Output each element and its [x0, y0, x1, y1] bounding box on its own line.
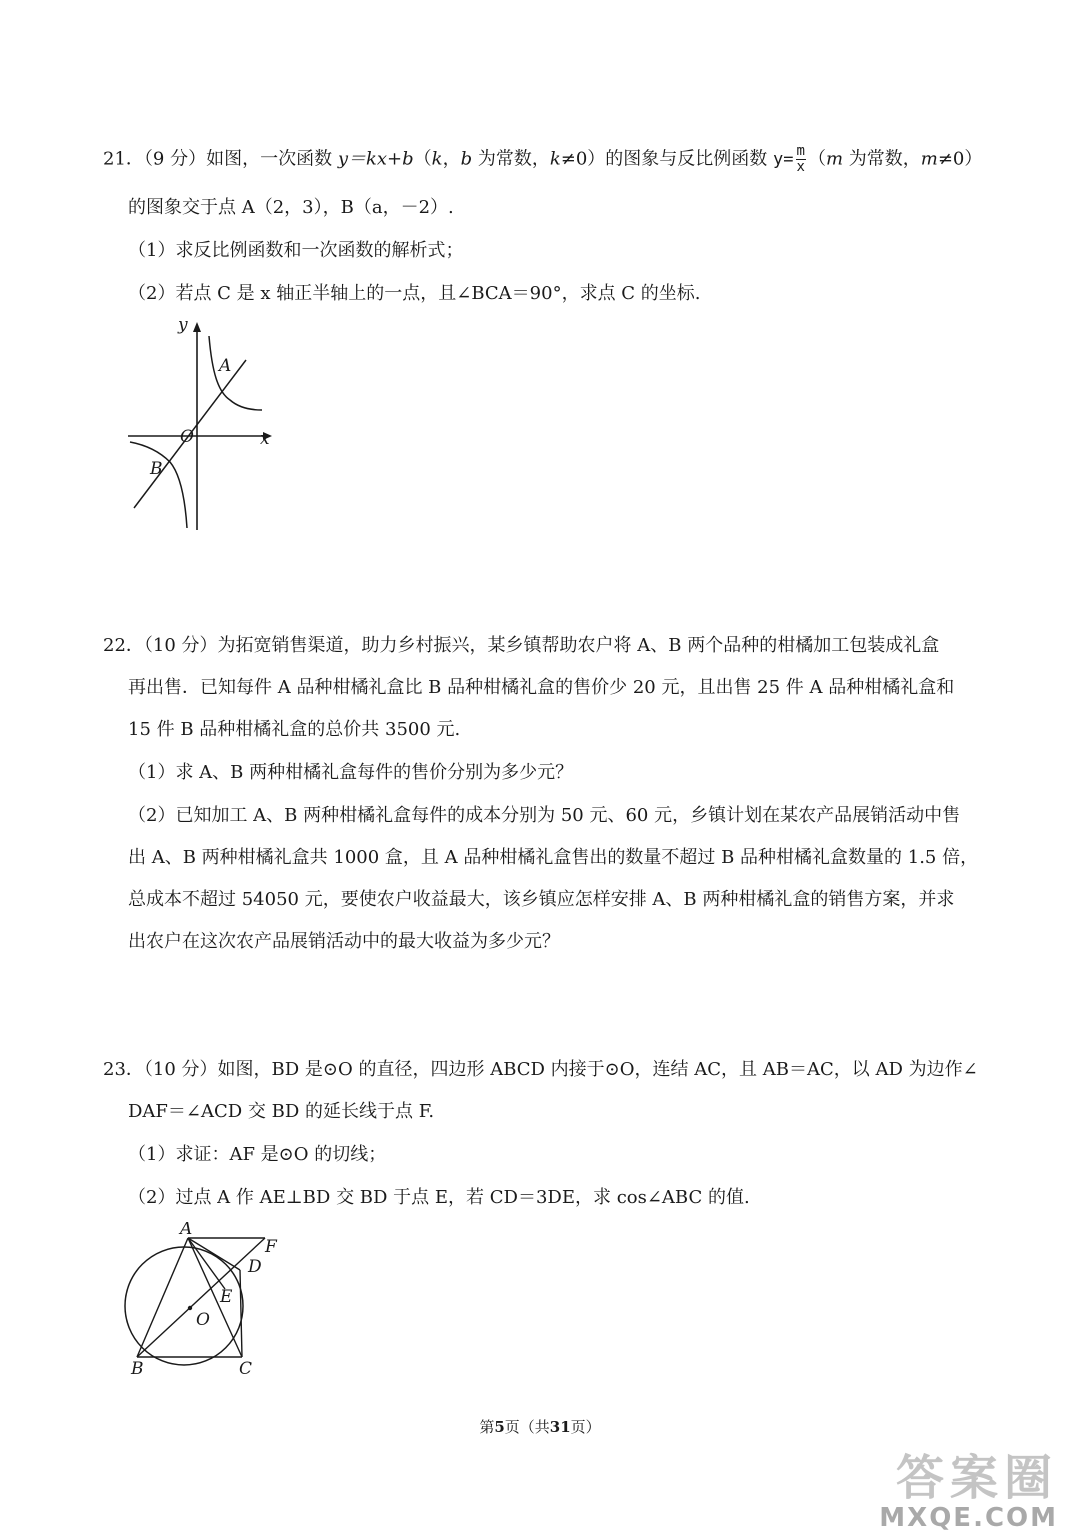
label-B: B [131, 1359, 144, 1377]
q22-line3: 15 件 B 品种柑橘礼盒的总价共 3500 元. [128, 719, 461, 740]
q22-part2-line1: （2）已知加工 A、B 两种柑橘礼盒每件的成本分别为 50 元、60 元，乡镇计划在某农产品展销活动中售 [128, 805, 961, 826]
watermark-logo [879, 1452, 1058, 1532]
label-D: D [248, 1257, 262, 1277]
segment-AB [137, 1238, 188, 1357]
label-x: x [260, 429, 270, 449]
q22-part2-line3: 总成本不超过 54050 元，要使农户收益最大，该乡镇应怎样安排 A、B 两种柑橘礼盒的销售方案，并求 [128, 889, 955, 910]
segment-CD [240, 1270, 242, 1357]
label-y: y [178, 315, 188, 335]
q21-figure [120, 312, 290, 534]
q22-line2: 再出售．已知每件 A 品种柑橘礼盒比 B 品种柑橘礼盒的售价少 20 元，且出售 25 件 A 品种柑橘礼盒和 [128, 677, 955, 698]
label-A: A [180, 1222, 193, 1239]
q23-figure [118, 1222, 293, 1377]
label-O: O [180, 427, 194, 447]
watermark-text: 答案圈 [895, 1450, 1058, 1506]
watermark-url: MXQE.COM [879, 1503, 1058, 1533]
label-B: B [150, 459, 163, 479]
q21-part1: （1）求反比例函数和一次函数的解析式； [128, 240, 464, 261]
q22-part1: （1）求 A、B 两种柑橘礼盒每件的售价分别为多少元？ [128, 762, 574, 783]
q23-part2: （2）过点 A 作 AE⊥BD 交 BD 于点 E，若 CD＝3DE，求 cos∠ABC 的值. [128, 1187, 750, 1208]
center-dot [188, 1306, 192, 1310]
y-axis-arrow [193, 322, 201, 332]
fraction-m-over-x: $\frac{m}{x}$ [796, 143, 805, 175]
q23-line2: DAF＝∠ACD 交 BD 的延长线于点 F. [128, 1101, 435, 1122]
q21-line1: 21．（9 分）如图，一次函数 y＝kx+b（k，b 为常数，k≠0）的图象与反比例函数 y= $\frac{m}{x}$ （m 为常数，m≠0） [103, 143, 983, 175]
q23-part1: （1）求证：AF 是⊙O 的切线； [128, 1144, 387, 1165]
segment-AE [188, 1238, 225, 1289]
q21-line2: 的图象交于点 A（2，3），B（a，－2）. [128, 197, 454, 218]
q22-part2-line4: 出农户在这次农产品展销活动中的最大收益为多少元？ [128, 931, 560, 952]
q22-line1: 22．（10 分）为拓宽销售渠道，助力乡村振兴，某乡镇帮助农户将 A、B 两个品种的柑橘加工包装成礼盒 [103, 635, 940, 656]
equation-y: y= [773, 149, 794, 170]
label-C: C [239, 1359, 253, 1377]
page-footer: 第5页（共31页） [479, 1418, 601, 1436]
label-A: A [219, 356, 232, 376]
hyperbola-branch-2 [130, 442, 187, 528]
label-O: O [196, 1310, 210, 1330]
label-E: E [220, 1287, 233, 1307]
q23-line1: 23．（10 分）如图，BD 是⊙O 的直径，四边形 ABCD 内接于⊙O，连结 AC，且 AB＝AC，以 AD 为边作∠ [103, 1059, 978, 1080]
q22-part2-line2: 出 A、B 两种柑橘礼盒共 1000 盒，且 A 品种柑橘礼盒售出的数量不超过 B 品种柑橘礼盒数量的 1.5 倍， [128, 847, 979, 868]
q21-part2: （2）若点 C 是 x 轴正半轴上的一点，且∠BCA＝90°，求点 C 的坐标. [128, 283, 701, 304]
label-F: F [265, 1237, 277, 1257]
